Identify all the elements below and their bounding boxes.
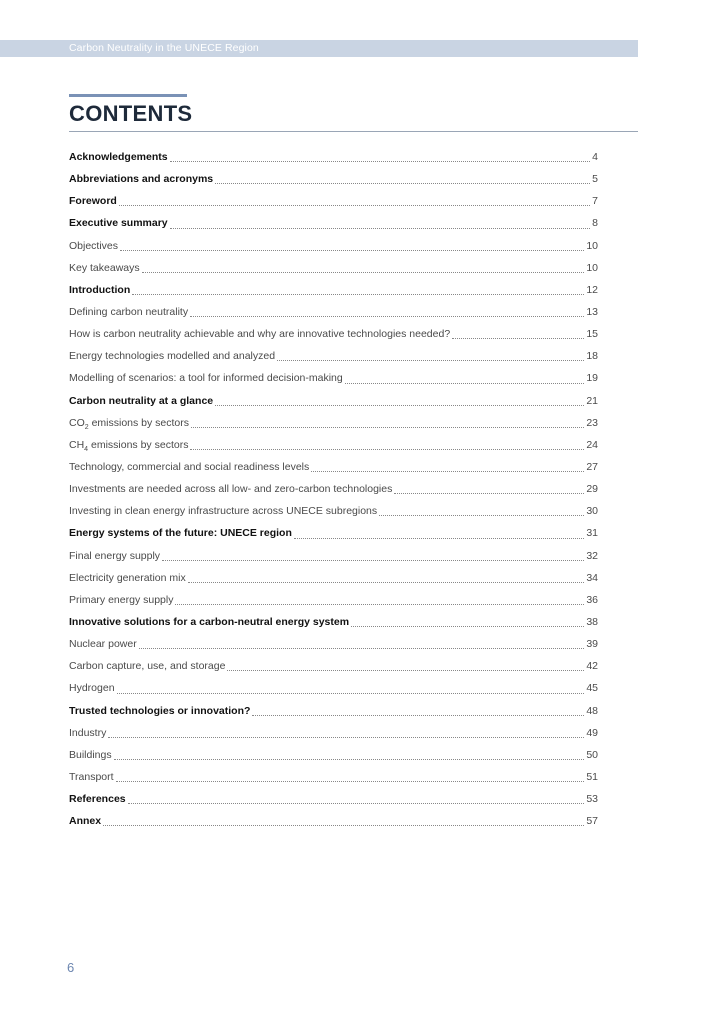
toc-leader-dots xyxy=(215,404,584,406)
toc-entry-label: Innovative solutions for a carbon-neutral energy system xyxy=(69,615,350,628)
toc-entry-label: Foreword xyxy=(69,195,117,208)
toc-entry-label: Modelling of scenarios: a tool for informed decision-making xyxy=(69,372,343,385)
toc-leader-dots xyxy=(116,780,585,782)
toc-entry-page: 15 xyxy=(586,328,598,341)
toc-entry-page: 30 xyxy=(586,505,598,518)
toc-entry[interactable] xyxy=(69,235,598,257)
toc-leader-dots xyxy=(128,802,585,804)
toc-leader-dots xyxy=(139,647,585,649)
toc-entry-label: Investments are needed across all low- and zero-carbon technologies xyxy=(69,483,393,496)
toc-entry-label: Technology, commercial and social readiness levels xyxy=(69,460,310,473)
toc-entry-page: 39 xyxy=(586,638,598,651)
toc-entry-page: 27 xyxy=(586,460,598,473)
toc-entry-page: 32 xyxy=(586,549,598,562)
toc-leader-dots xyxy=(191,426,584,428)
toc-entry-label: Energy technologies modelled and analyzed xyxy=(69,350,276,363)
toc-entry[interactable] xyxy=(69,367,598,389)
toc-entry-page: 5 xyxy=(592,173,598,186)
toc-entry-label: Defining carbon neutrality xyxy=(69,305,189,318)
toc-entry-label: Introduction xyxy=(69,283,131,296)
toc-leader-dots xyxy=(188,581,585,583)
toc-entry-page: 49 xyxy=(586,726,598,739)
toc-entry-label: Executive summary xyxy=(69,217,168,230)
toc-entry-label: Annex xyxy=(69,815,102,828)
toc-leader-dots xyxy=(114,758,585,760)
toc-entry[interactable] xyxy=(69,722,598,744)
toc-entry-label: $CH_4$ emissions by sectors xyxy=(69,438,189,453)
toc-entry[interactable] xyxy=(69,168,598,190)
toc-entry[interactable] xyxy=(69,788,598,810)
toc-leader-dots xyxy=(311,470,584,472)
title-divider xyxy=(69,131,638,132)
toc-entry-label: Buildings xyxy=(69,748,112,761)
toc-entry-label: Industry xyxy=(69,726,107,739)
toc-leader-dots xyxy=(103,824,584,826)
toc-entry[interactable] xyxy=(69,677,598,699)
toc-entry-page: 53 xyxy=(586,793,598,806)
toc-entry-page: 34 xyxy=(586,571,598,584)
toc-entry[interactable] xyxy=(69,257,598,279)
toc-entry-page: 50 xyxy=(586,748,598,761)
toc-entry-label: Key takeaways xyxy=(69,261,140,274)
toc-entry[interactable] xyxy=(69,810,598,832)
toc-entry[interactable] xyxy=(69,146,598,168)
toc-entry[interactable] xyxy=(69,589,598,611)
toc-entry-label: Hydrogen xyxy=(69,682,115,695)
toc-entry-page: 7 xyxy=(592,195,598,208)
toc-entry-page: 29 xyxy=(586,483,598,496)
toc-leader-dots xyxy=(190,448,584,450)
toc-entry-label: Nuclear power xyxy=(69,638,137,651)
toc-entry-page: 21 xyxy=(586,394,598,407)
toc-entry-page: 48 xyxy=(586,704,598,717)
table-of-contents xyxy=(69,146,598,832)
toc-entry[interactable] xyxy=(69,744,598,766)
toc-entry-page: 36 xyxy=(586,593,598,606)
toc-entry-label: Electricity generation mix xyxy=(69,571,186,584)
toc-entry-label: Objectives xyxy=(69,239,119,252)
running-header-band xyxy=(0,40,638,57)
toc-entry-label: Abbreviations and acronyms xyxy=(69,173,214,186)
toc-entry-label: References xyxy=(69,793,126,806)
toc-entry-page: 31 xyxy=(586,527,598,540)
toc-entry-page: 57 xyxy=(586,815,598,828)
toc-entry[interactable] xyxy=(69,655,598,677)
toc-entry-label: Acknowledgements xyxy=(69,151,168,163)
toc-entry-page: 42 xyxy=(586,660,598,673)
toc-entry[interactable] xyxy=(69,279,598,301)
toc-entry-label: How is carbon neutrality achievable and why are innovative technologies needed? xyxy=(69,328,451,341)
toc-entry-page: 12 xyxy=(586,283,598,296)
toc-leader-dots xyxy=(162,559,584,561)
toc-entry-label: Carbon neutrality at a glance xyxy=(69,394,214,407)
toc-entry-page: 24 xyxy=(586,438,598,451)
toc-leader-dots xyxy=(120,249,584,251)
page-title: CONTENTS xyxy=(69,101,193,126)
toc-entry[interactable] xyxy=(69,766,598,788)
toc-entry-page: 4 xyxy=(592,151,598,163)
toc-entry-page: 10 xyxy=(586,261,598,274)
toc-leader-dots xyxy=(379,514,584,516)
toc-entry-label: Primary energy supply xyxy=(69,593,174,606)
toc-entry-page: 8 xyxy=(592,217,598,230)
toc-entry[interactable] xyxy=(69,434,598,456)
toc-entry[interactable] xyxy=(69,301,598,323)
toc-entry[interactable] xyxy=(69,390,598,412)
toc-leader-dots xyxy=(294,537,584,539)
toc-entry-page: 51 xyxy=(586,770,598,783)
toc-entry-page: 13 xyxy=(586,305,598,318)
toc-entry[interactable] xyxy=(69,456,598,478)
toc-entry[interactable] xyxy=(69,345,598,367)
toc-entry-page: 45 xyxy=(586,682,598,695)
toc-entry[interactable] xyxy=(69,190,598,212)
toc-entry-page: 19 xyxy=(586,372,598,385)
toc-leader-dots xyxy=(132,293,584,295)
toc-leader-dots xyxy=(170,160,591,162)
toc-entry[interactable] xyxy=(69,633,598,655)
toc-entry-label: Final energy supply xyxy=(69,549,161,562)
toc-entry-page: 23 xyxy=(586,416,598,429)
toc-entry[interactable] xyxy=(69,545,598,567)
toc-entry-page: 18 xyxy=(586,350,598,363)
toc-entry[interactable] xyxy=(69,412,598,434)
toc-leader-dots xyxy=(215,182,590,184)
toc-leader-dots xyxy=(452,337,584,339)
toc-leader-dots xyxy=(351,625,584,627)
toc-entry-label: Transport xyxy=(69,770,114,783)
toc-entry-label: $CO_2$ emissions by sectors xyxy=(69,416,190,431)
toc-entry-label: Energy systems of the future: UNECE region xyxy=(69,527,292,540)
toc-entry-label: Trusted technologies or innovation? xyxy=(69,704,251,717)
toc-leader-dots xyxy=(142,271,585,273)
toc-entry[interactable] xyxy=(69,611,598,633)
toc-leader-dots xyxy=(119,204,590,206)
toc-leader-dots xyxy=(190,315,584,317)
toc-entry[interactable] xyxy=(69,567,598,589)
toc-entry[interactable] xyxy=(69,323,598,345)
toc-leader-dots xyxy=(252,714,584,716)
toc-leader-dots xyxy=(394,492,584,494)
toc-entry-page: 38 xyxy=(586,615,598,628)
toc-entry-page: 10 xyxy=(586,239,598,252)
toc-leader-dots xyxy=(345,382,585,384)
title-accent-bar xyxy=(69,94,187,97)
toc-entry[interactable] xyxy=(69,478,598,500)
page-number: 6 xyxy=(67,960,75,975)
toc-entry[interactable] xyxy=(69,500,598,522)
toc-entry[interactable] xyxy=(69,522,598,544)
toc-leader-dots xyxy=(170,227,591,229)
toc-leader-dots xyxy=(117,692,585,694)
toc-leader-dots xyxy=(108,736,584,738)
toc-leader-dots xyxy=(175,603,584,605)
toc-entry[interactable] xyxy=(69,700,598,722)
running-header-title: Carbon Neutrality in the UNECE Region xyxy=(69,42,259,54)
toc-entry-label: Carbon capture, use, and storage xyxy=(69,660,226,673)
toc-entry[interactable] xyxy=(69,212,598,234)
toc-leader-dots xyxy=(227,669,584,671)
toc-entry-label: Investing in clean energy infrastructure across UNECE subregions xyxy=(69,505,378,518)
toc-leader-dots xyxy=(277,359,584,361)
